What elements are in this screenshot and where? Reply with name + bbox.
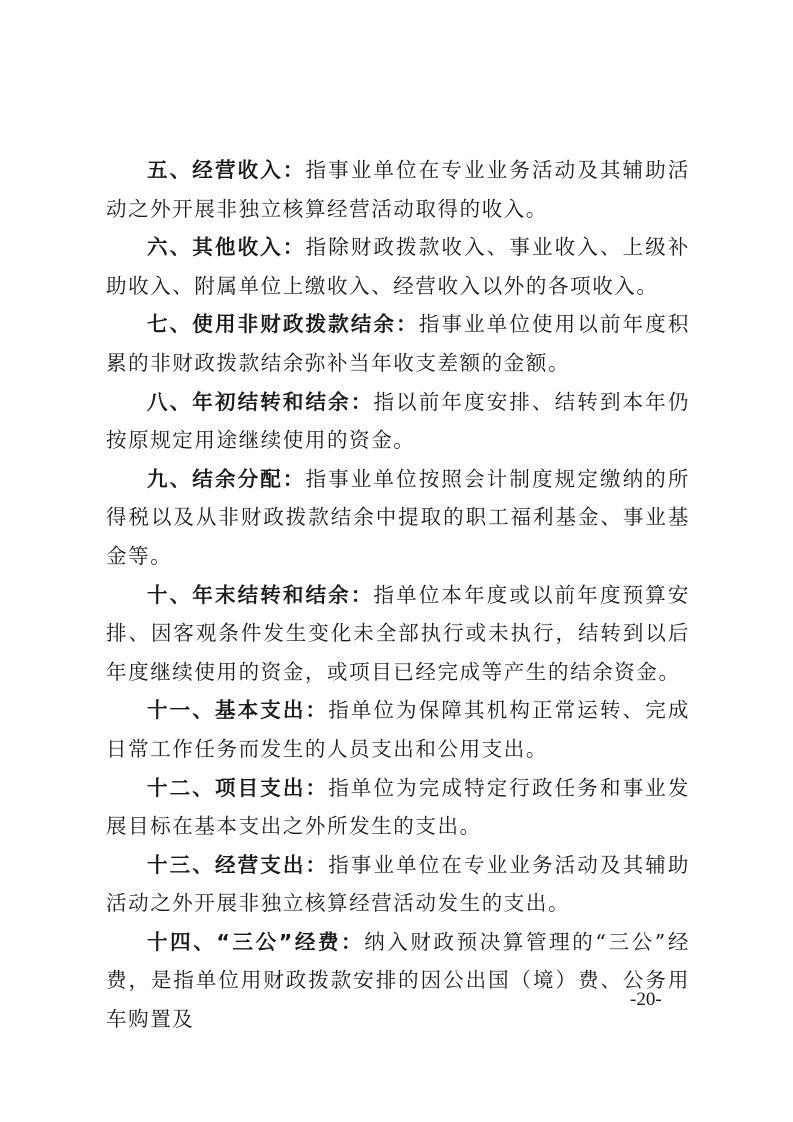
glossary-term: 十一、基本支出： [147,698,329,723]
glossary-paragraph [106,305,690,382]
glossary-definition: 指事业单位使用以前年度积累的非财政拨款结余弥补当年收支差额的金额。 [106,312,691,375]
glossary-definition: 指以前年度安排、结转到本年仍按原规定用途继续使用的资金。 [106,389,691,453]
glossary-paragraph [106,151,690,228]
glossary-term: 六、其他收入： [147,235,306,260]
glossary-term: 八、年初结转和结余： [147,389,374,414]
glossary-term: 七、使用非财政拨款结余： [147,312,419,337]
glossary-definition: 指单位本年度或以前年度预算安排、因客观条件发生变化未全部执行或未执行，结转到以后年度继续使用的资金，或项目已经完成等产生的结余资金。 [106,582,691,684]
glossary-paragraph [106,691,690,768]
glossary-paragraph [106,228,690,305]
page-number: -20- [630,989,662,1010]
glossary-term: 十、年末结转和结余： [147,582,374,607]
glossary-paragraph [106,846,690,923]
glossary-paragraph [106,460,690,576]
glossary-paragraph [106,383,690,460]
glossary-term: 九、结余分配： [147,466,306,491]
glossary-paragraph [106,769,690,846]
glossary-paragraph [106,923,690,1039]
glossary-definition: 指事业单位在专业业务活动及其辅助活动之外开展非独立核算经营活动取得的收入。 [106,158,691,221]
glossary-term: 十四、“三公”经费： [147,929,365,954]
glossary-paragraph [106,576,690,692]
glossary-definition: 指单位为保障其机构正常运转、完成日常工作任务而发生的人员支出和公用支出。 [106,698,690,761]
glossary-definition: 指事业单位按照会计制度规定缴纳的所得税以及从非财政拨款结余中提取的职工福利基金、事业基金等。 [106,466,691,568]
glossary-content [106,151,690,1039]
glossary-definition: 指除财政拨款收入、事业收入、上级补助收入、附属单位上缴收入、经营收入以外的各项收入。 [106,235,691,298]
glossary-term: 十三、经营支出： [147,852,329,877]
glossary-term: 十二、项目支出： [147,775,329,800]
glossary-definition: 指单位为完成特定行政任务和事业发展目标在基本支出之外所发生的支出。 [106,775,690,839]
glossary-definition: 指事业单位在专业业务活动及其辅助活动之外开展非独立核算经营活动发生的支出。 [106,852,690,916]
glossary-definition: 纳入财政预决算管理的“三公”经费，是指单位用财政拨款安排的因公出国（境）费、公务用车购置及 [106,929,690,1032]
glossary-term: 五、经营收入： [147,158,306,182]
